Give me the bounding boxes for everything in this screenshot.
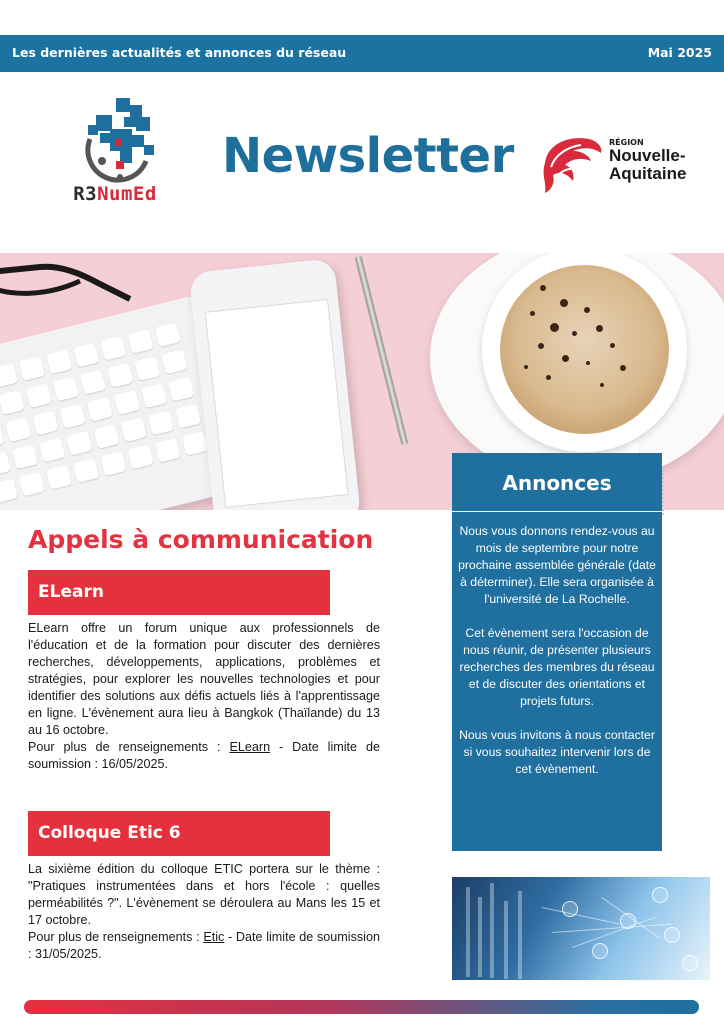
etic-heading: Colloque Etic 6 (38, 823, 181, 843)
header-tagline: Les dernières actualités et annonces du réseau (12, 45, 347, 60)
annonces-body (458, 523, 656, 795)
etic-link[interactable]: Etic (203, 930, 225, 944)
elearn-text: ELearn offre un forum unique aux professionnels de l'éducation et de la formation pour discuter des dernières recherches, développements, applications, problèmes et stratégies, pour explorer les nouvelles technologies et pour identifier des solutions aux défis actuels liés à l'apprentissage en ligne. L'évènement aura lieu à Bangkok (Thaïlande) du 13 au 16 octobre. (28, 621, 380, 737)
network-node-icon (682, 955, 698, 971)
newsletter-title: Newsletter (222, 128, 514, 184)
etic-description (28, 861, 380, 963)
region-lion-icon (537, 133, 607, 195)
smartphone-icon (189, 258, 362, 510)
header-date: Mai 2025 (647, 45, 712, 60)
coffee-cup-icon (482, 253, 687, 452)
elearn-description (28, 620, 380, 773)
r3numed-logo-mark-icon (50, 95, 180, 185)
smartphone-screen (205, 299, 349, 508)
etic-info: Pour plus de renseignements : Etic - Date limite de soumission : 31/05/2025. (28, 930, 380, 961)
etic-heading-box (28, 811, 330, 856)
coffee-icon (500, 265, 669, 434)
notepad-spiral-icon (662, 470, 694, 515)
footer-gradient-bar (24, 1000, 699, 1014)
header-bar (0, 35, 724, 72)
network-technology-image (452, 877, 710, 980)
r3numed-logo (50, 95, 180, 213)
network-node-icon (562, 901, 578, 917)
annonces-header (452, 453, 662, 512)
region-name: Nouvelle- Aquitaine (609, 146, 687, 183)
r3numed-logo-text: R3NumEd (73, 183, 157, 205)
annonces-paragraph: Cet évènement sera l'occasion de nous réunir, de présenter plusieurs recherches des membres du réseau et de discuter des orientations et projets futurs. (459, 626, 655, 708)
glasses-icon (0, 259, 150, 319)
elearn-info: Pour plus de renseignements : ELearn - Date limite de soumission : 16/05/2025. (28, 740, 380, 771)
network-node-icon (620, 913, 636, 929)
annonces-paragraph: Nous vous donnons rendez-vous au mois de septembre pour notre prochaine assemblée générale (date à déterminer). Elle sera organisée à l'université de La Rochelle. (458, 524, 656, 606)
elearn-link[interactable]: ELearn (229, 740, 271, 754)
etic-text: La sixième édition du colloque ETIC portera sur le thème : "Pratiques instrumentées dans et hors l'école : quelles perméabilités ?". L'évènement se déroulera au Mans les 15 et 17 octobre. (28, 862, 380, 927)
elearn-heading-box (28, 570, 330, 615)
elearn-heading: ELearn (38, 582, 104, 602)
network-node-icon (592, 943, 608, 959)
gear-icon (652, 887, 668, 903)
annonces-panel (452, 453, 662, 851)
region-label-small: RÉGION (609, 138, 644, 147)
appels-section-title: Appels à communication (28, 525, 374, 554)
network-node-icon (664, 927, 680, 943)
pen-icon (355, 255, 409, 446)
region-nouvelle-aquitaine-logo (537, 133, 717, 198)
annonces-title: Annonces (502, 471, 612, 495)
annonces-paragraph: Nous vous invitons à nous contacter si vous souhaitez intervenir lors de cet évènement. (459, 728, 655, 776)
